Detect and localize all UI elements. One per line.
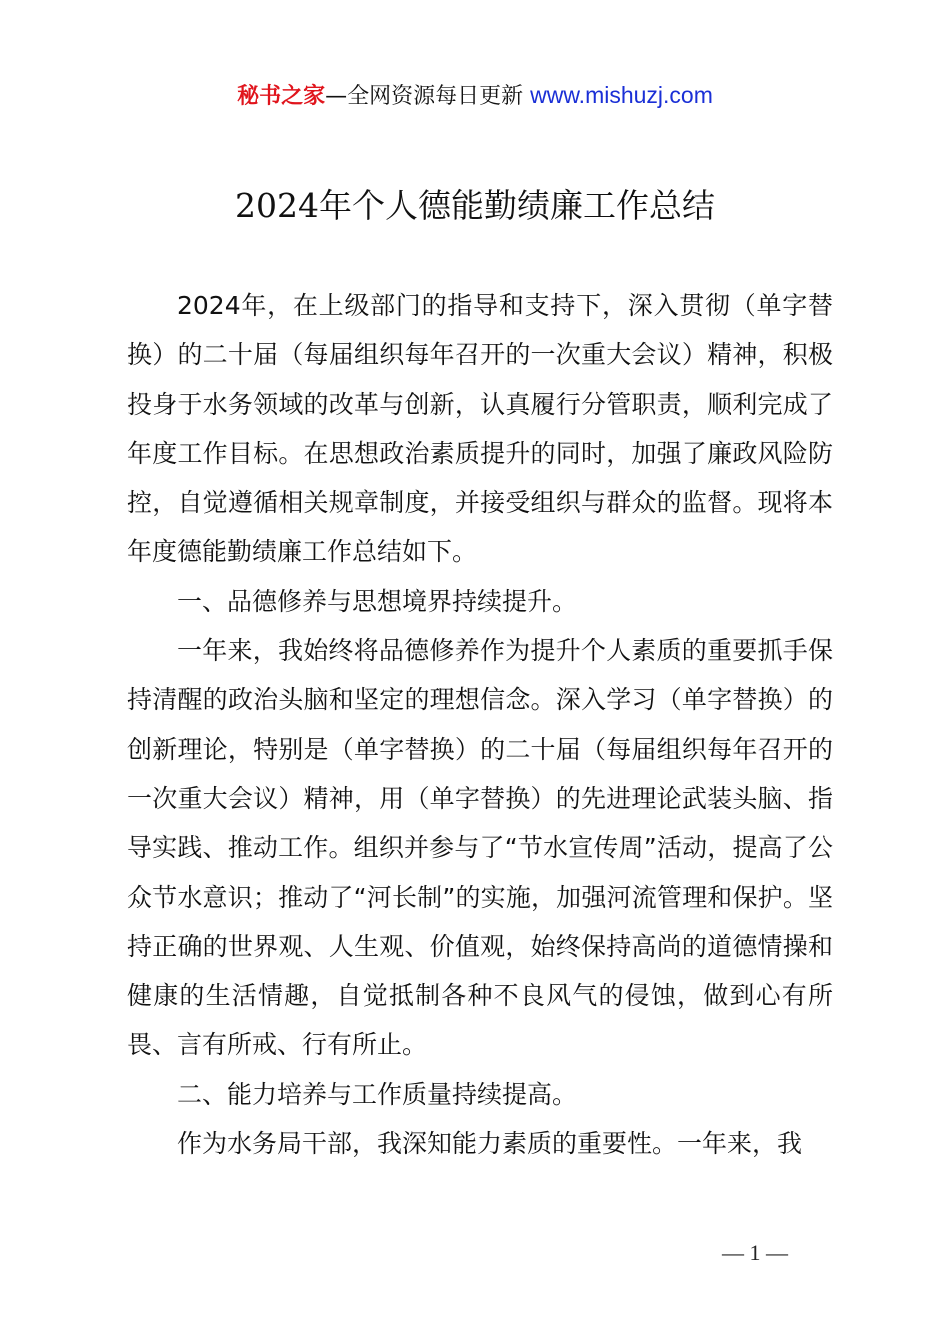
site-url-link[interactable]: www.mishuzj.com (530, 82, 713, 108)
section-2-paragraph: 作为水务局干部，我深知能力素质的重要性。一年来，我 (177, 1129, 803, 1159)
section-heading-1: 一、品德修养与思想境界持续提升。 (177, 586, 578, 616)
site-brand: 秘书之家 (237, 84, 326, 109)
site-tagline: —全网资源每日更新 (325, 84, 531, 109)
section-heading-2: 二、能力培养与工作质量持续提高。 (177, 1079, 578, 1109)
site-banner (0, 78, 950, 114)
page-number: — 1 — (722, 1240, 788, 1265)
intro-paragraph: 2024年，在上级部门的指导和支持下，深入贯彻（单字替换）的二十届（每届组织每年召开的一次重大会议）精神，积极投身于水务领域的改革与创新，认真履行分管职责，顺利完成了年度工作目标。在思想政治素质提升的同时，加强了廉政风险防控，自觉遵循相关规章制度，并接受组织与群众的监督。现将本年度德能勤绩廉工作总结如下。 (127, 291, 833, 567)
document-body (127, 281, 833, 1168)
document-title: 2024年个人德能勤绩廉工作总结 (235, 186, 715, 225)
section-1-paragraph: 一年来，我始终将品德修养作为提升个人素质的重要抓手保持清醒的政治头脑和坚定的理想信念。深入学习（单字替换）的创新理论，特别是（单字替换）的二十届（每届组织每年召开的一次重大会议）精神，用（单字替换）的先进理论武装头脑、指导实践、推动工作。组织并参与了“节水宣传周”活动，提高了公众节水意识；推动了“河长制”的实施，加强河流管理和保护。坚持正确的世界观、人生观、价值观，始终保持高尚的道德情操和健康的生活情趣，自觉抵制各种不良风气的侵蚀，做到心有所畏、言有所戒、行有所止。 (127, 636, 833, 1060)
